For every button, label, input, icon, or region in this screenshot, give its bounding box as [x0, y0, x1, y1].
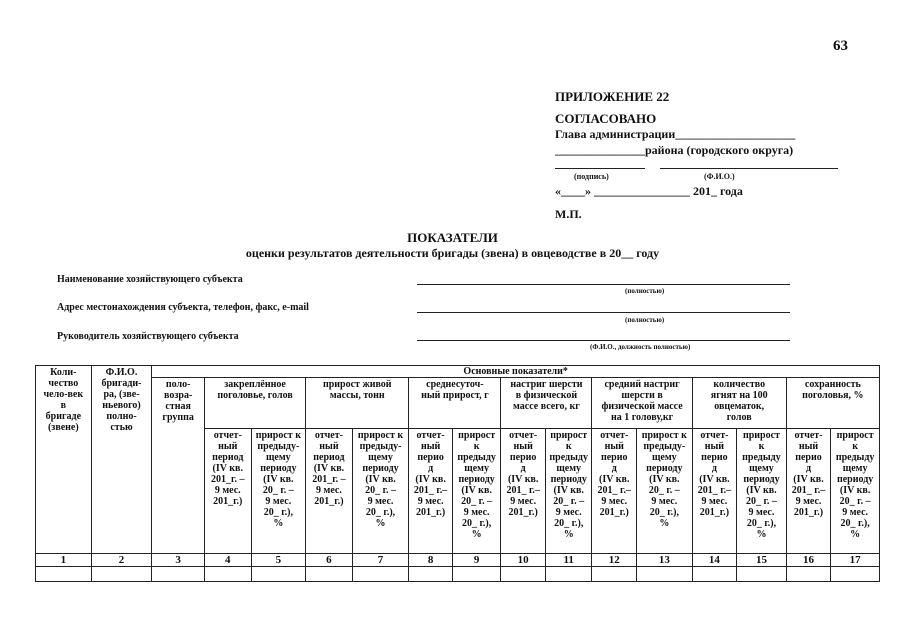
column-number: 8	[409, 554, 453, 567]
entity-name-note: (полностью)	[625, 287, 665, 295]
fio-line	[660, 168, 838, 169]
column-number: 16	[786, 554, 831, 567]
table-cell	[204, 567, 251, 582]
sub-daily-growth: прирост к предыду щему периоду (IV кв. 20_ г. – 9 мес. 20_ г.), %	[452, 429, 501, 554]
manager-label: Руководитель хозяйствующего субъекта	[57, 331, 239, 342]
header-foreman-name: Ф.И.О. бригади- ра, (зве- ньевого) полно- стью	[91, 366, 152, 554]
manager-line	[417, 340, 790, 341]
date-line: «____» ________________ 201_ года	[555, 184, 743, 198]
district-line: _______________района (городского округа)	[555, 143, 794, 157]
table-cell	[152, 567, 205, 582]
indicators-table	[35, 365, 880, 582]
head-of-administration-line: Глава администрации____________________	[555, 127, 796, 141]
header-group-lambs: количество ягнят на 100 овцематок, голов	[692, 378, 786, 429]
table-cell	[737, 567, 787, 582]
table-cell	[452, 567, 501, 582]
column-number: 10	[501, 554, 546, 567]
column-number: 12	[592, 554, 637, 567]
address-label: Адрес местонахождения субъекта, телефон, факс, e-mail	[57, 302, 309, 313]
header-group-weight-gain: прирост живой массы, тонн	[306, 378, 409, 429]
header-age-group: поло- возра- стная группа	[152, 378, 205, 554]
sub-wool-head-growth: прирост к предыду- щему периоду (IV кв. 20_ г. – 9 мес. 20_ г.), %	[637, 429, 693, 554]
header-group-wool-per-head: средний настриг шерсти в физической массе на 1 голову,кг	[592, 378, 692, 429]
sub-weight-growth: прирост к предыду- щему периоду (IV кв. 20_ г. – 9 мес. 20_ г.), %	[352, 429, 409, 554]
sub-livestock-growth: прирост к предыду- щему периоду (IV кв. 20_ г. – 9 мес. 20_ г.), %	[251, 429, 306, 554]
manager-note: (Ф.И.О., должность полностью)	[590, 343, 691, 351]
column-number: 4	[204, 554, 251, 567]
table-cell	[786, 567, 831, 582]
column-number: 2	[91, 554, 152, 567]
table-cell	[306, 567, 353, 582]
sub-survival-period: отчет- ный перио д (IV кв. 201_ г.– 9 мес. 201_г.)	[786, 429, 831, 554]
table-cell	[501, 567, 546, 582]
signature-line	[555, 168, 645, 169]
column-number: 7	[352, 554, 409, 567]
document-title: ПОКАЗАТЕЛИ	[407, 230, 498, 245]
empty-data-row	[36, 567, 880, 582]
column-number: 13	[637, 554, 693, 567]
stamp-label: М.П.	[555, 207, 582, 221]
address-note: (полностью)	[625, 316, 665, 324]
entity-name-label: Наименование хозяйствующего субъекта	[57, 274, 243, 285]
table-cell	[352, 567, 409, 582]
table-cell	[637, 567, 693, 582]
sub-wool-total-period: отчет- ный перио д (IV кв. 201_ г.– 9 мес. 201_г.)	[501, 429, 546, 554]
fio-caption: (Ф.И.О.)	[704, 172, 735, 181]
header-main-indicators: Основные показатели*	[152, 366, 880, 378]
table-cell	[592, 567, 637, 582]
sub-weight-period: отчет- ный период (IV кв. 201_г. – 9 мес. 201_г.)	[306, 429, 353, 554]
signature-caption: (подпись)	[574, 172, 609, 181]
sub-lambs-period: отчет- ный перио д (IV кв. 201_ г.– 9 мес. 201_г.)	[692, 429, 737, 554]
entity-name-line	[417, 284, 790, 285]
column-number: 14	[692, 554, 737, 567]
column-number: 3	[152, 554, 205, 567]
sub-wool-total-growth: прирост к предыду щему периоду (IV кв. 20_ г. – 9 мес. 20_ г.), %	[545, 429, 592, 554]
table-cell	[409, 567, 453, 582]
table-cell	[91, 567, 152, 582]
column-number: 6	[306, 554, 353, 567]
document-subtitle: оценки результатов деятельности бригады (звена) в овцеводстве в 20__ году	[245, 246, 660, 260]
column-number: 17	[831, 554, 880, 567]
column-number: 5	[251, 554, 306, 567]
page-number: 63	[833, 38, 848, 54]
column-number: 9	[452, 554, 501, 567]
address-line	[417, 312, 790, 313]
table-cell	[831, 567, 880, 582]
table-cell	[692, 567, 737, 582]
appendix-label: ПРИЛОЖЕНИЕ 22	[555, 89, 670, 104]
sub-survival-growth: прирост к предыду щему периоду (IV кв. 20_ г. – 9 мес. 20_ г.), %	[831, 429, 880, 554]
sub-wool-head-period: отчет- ный перио д (IV кв. 201_ г.– 9 мес. 201_г.)	[592, 429, 637, 554]
sub-livestock-period: отчет- ный период (IV кв. 201_г. – 9 мес. 201_г.)	[204, 429, 251, 554]
header-people-count: Коли- чество чело-век в бригаде (звене)	[36, 366, 92, 554]
column-number: 15	[737, 554, 787, 567]
header-group-wool-total: настриг шерсти в физической массе всего, кг	[501, 378, 592, 429]
table-cell	[545, 567, 592, 582]
column-number: 11	[545, 554, 592, 567]
sub-daily-period: отчет- ный перио д (IV кв. 201_ г.– 9 мес. 201_г.)	[409, 429, 453, 554]
table-cell	[251, 567, 306, 582]
table-cell	[36, 567, 92, 582]
agreed-label: СОГЛАСОВАНО	[555, 111, 657, 126]
column-number: 1	[36, 554, 92, 567]
header-group-daily-gain: среднесуточ- ный прирост, г	[409, 378, 501, 429]
sub-lambs-growth: прирост к предыду щему периоду (IV кв. 20_ г. – 9 мес. 20_ г.), %	[737, 429, 787, 554]
header-group-survival: сохранность поголовья, %	[786, 378, 879, 429]
column-numbers-row	[36, 554, 880, 567]
header-group-livestock: закреплённое поголовье, голов	[204, 378, 305, 429]
